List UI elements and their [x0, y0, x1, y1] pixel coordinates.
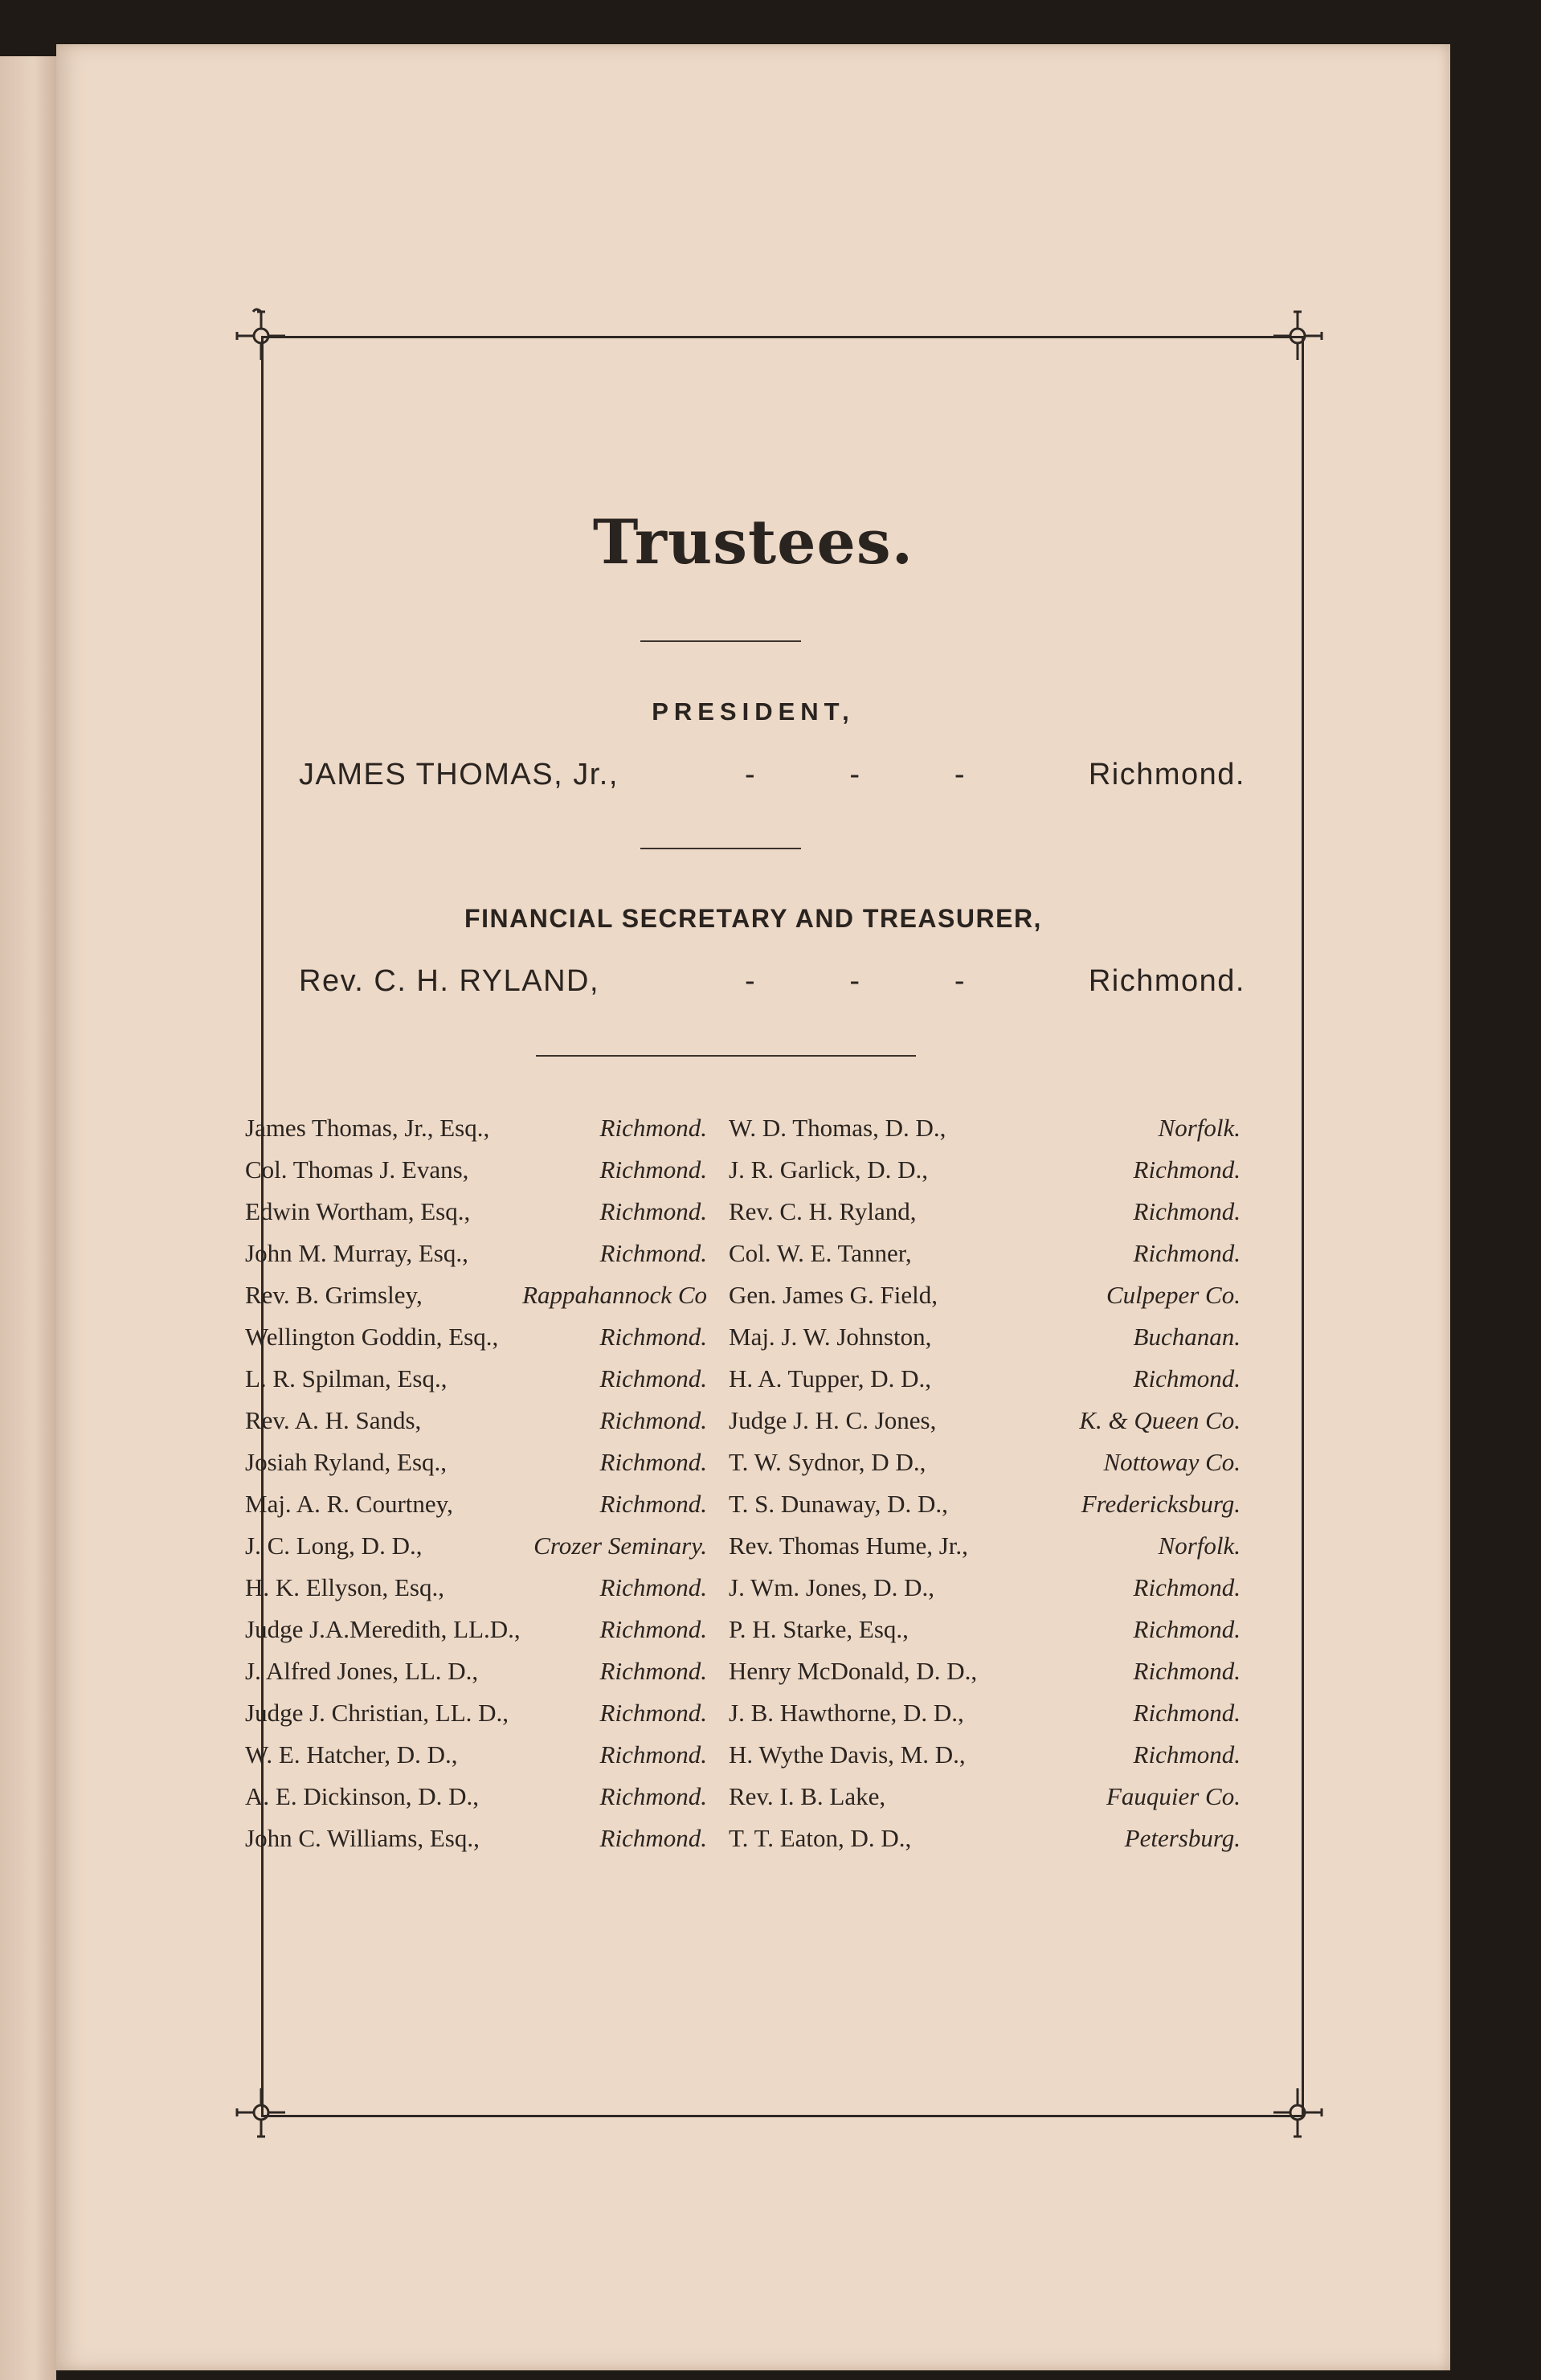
trustee-name: Rev. Thomas Hume, Jr., — [729, 1531, 968, 1560]
trustee-place: Crozer Seminary. — [533, 1531, 707, 1560]
trustee-place: Richmond. — [599, 1239, 707, 1267]
dash: - — [849, 758, 861, 791]
trustee-place: Richmond. — [1133, 1197, 1241, 1225]
trustee-row — [729, 1734, 1241, 1776]
trustee-row — [729, 1441, 1241, 1483]
trustee-place: Richmond. — [599, 1782, 707, 1810]
treasurer-heading: FINANCIAL SECRETARY AND TREASURER, — [464, 904, 1042, 933]
trustee-place: Fredericksburg. — [1081, 1490, 1241, 1518]
trustee-row — [245, 1609, 707, 1650]
trustee-name: H. K. Ellyson, Esq., — [245, 1573, 444, 1601]
trustee-place: Norfolk. — [1158, 1114, 1241, 1142]
trustee-name: L. R. Spilman, Esq., — [245, 1364, 448, 1392]
trustee-row — [245, 1400, 707, 1441]
treasurer-name: Rev. C. H. RYLAND, — [299, 964, 600, 998]
trustee-name: Edwin Wortham, Esq., — [245, 1197, 471, 1225]
trustee-place: K. & Queen Co. — [1079, 1406, 1241, 1434]
trustee-name: A. E. Dickinson, D. D., — [245, 1782, 480, 1810]
trustee-row — [245, 1483, 707, 1525]
trustee-row — [245, 1316, 707, 1358]
trustee-name: Wellington Goddin, Esq., — [245, 1323, 499, 1351]
president-heading: PRESIDENT, — [652, 697, 855, 726]
trustee-place: Richmond. — [599, 1740, 707, 1769]
trustee-row — [729, 1316, 1241, 1358]
dash: - — [745, 758, 757, 791]
treasurer-place: Richmond. — [1088, 964, 1245, 998]
trustee-name: Judge J. H. C. Jones, — [729, 1406, 937, 1434]
trustee-place: Richmond. — [1133, 1699, 1241, 1727]
trustee-row — [729, 1525, 1241, 1567]
treasurer-line — [299, 964, 1245, 999]
trustee-place: Richmond. — [1133, 1573, 1241, 1601]
trustee-row — [245, 1191, 707, 1233]
trustee-row — [729, 1650, 1241, 1692]
trustee-place: Richmond. — [599, 1114, 707, 1142]
trustee-name: John C. Williams, Esq., — [245, 1824, 480, 1852]
trustee-name: Rev. B. Grimsley, — [245, 1281, 423, 1309]
trustee-name: T. W. Sydnor, D D., — [729, 1448, 926, 1476]
trustee-row — [729, 1692, 1241, 1734]
president-place: Richmond. — [1088, 758, 1245, 791]
trustee-row — [729, 1400, 1241, 1441]
dash: - — [849, 964, 861, 998]
trustee-row — [729, 1358, 1241, 1400]
trustee-row — [729, 1567, 1241, 1609]
facing-page-edge — [0, 56, 56, 2380]
trustee-place: Richmond. — [599, 1448, 707, 1476]
trustee-place: Richmond. — [599, 1155, 707, 1184]
trustee-name: Gen. James G. Field, — [729, 1281, 938, 1309]
trustee-row — [245, 1441, 707, 1483]
trustees-right-column — [729, 1107, 1241, 1859]
trustee-place: Richmond. — [599, 1364, 707, 1392]
divider — [640, 848, 801, 849]
trustee-row — [729, 1191, 1241, 1233]
trustee-row — [729, 1776, 1241, 1818]
trustee-row — [729, 1149, 1241, 1191]
corner-ornament-icon — [229, 304, 293, 368]
trustee-name: Rev. I. B. Lake, — [729, 1782, 886, 1810]
trustee-place: Richmond. — [1133, 1155, 1241, 1184]
dash: - — [954, 964, 966, 998]
corner-ornament-icon — [229, 2080, 293, 2145]
trustee-name: Judge J.A.Meredith, LL.D., — [245, 1615, 521, 1643]
trustee-row — [245, 1233, 707, 1274]
trustee-row — [245, 1734, 707, 1776]
trustee-place: Nottoway Co. — [1103, 1448, 1241, 1476]
trustee-place: Richmond. — [599, 1573, 707, 1601]
trustee-place: Richmond. — [1133, 1740, 1241, 1769]
trustee-row — [729, 1818, 1241, 1859]
trustee-place: Richmond. — [1133, 1364, 1241, 1392]
trustee-name: H. A. Tupper, D. D., — [729, 1364, 931, 1392]
trustee-place: Richmond. — [599, 1490, 707, 1518]
corner-ornament-icon — [1265, 2080, 1330, 2145]
trustee-row — [729, 1233, 1241, 1274]
trustee-row — [245, 1525, 707, 1567]
trustee-name: James Thomas, Jr., Esq., — [245, 1114, 490, 1142]
trustee-name: T. T. Eaton, D. D., — [729, 1824, 912, 1852]
trustee-row — [245, 1776, 707, 1818]
trustee-row — [245, 1567, 707, 1609]
trustee-place: Richmond. — [599, 1657, 707, 1685]
dash: - — [954, 758, 966, 791]
trustee-name: Maj. J. W. Johnston, — [729, 1323, 932, 1351]
trustee-name: W. E. Hatcher, D. D., — [245, 1740, 458, 1769]
trustee-row — [245, 1358, 707, 1400]
trustee-place: Fauquier Co. — [1106, 1782, 1241, 1810]
corner-ornament-icon — [1265, 304, 1330, 368]
trustee-place: Richmond. — [599, 1615, 707, 1643]
trustee-row — [729, 1483, 1241, 1525]
trustee-row — [245, 1274, 707, 1316]
trustee-name: P. H. Starke, Esq., — [729, 1615, 909, 1643]
trustee-name: Rev. A. H. Sands, — [245, 1406, 422, 1434]
trustee-name: T. S. Dunaway, D. D., — [729, 1490, 948, 1518]
trustee-place: Richmond. — [599, 1406, 707, 1434]
trustee-place: Buchanan. — [1133, 1323, 1241, 1351]
trustee-place: Richmond. — [599, 1824, 707, 1852]
trustee-name: W. D. Thomas, D. D., — [729, 1114, 946, 1142]
trustee-row — [729, 1609, 1241, 1650]
trustee-place: Richmond. — [599, 1323, 707, 1351]
trustee-name: John M. Murray, Esq., — [245, 1239, 468, 1267]
trustee-row — [245, 1692, 707, 1734]
trustee-place: Richmond. — [1133, 1615, 1241, 1643]
trustee-name: Rev. C. H. Ryland, — [729, 1197, 917, 1225]
trustee-place: Norfolk. — [1158, 1531, 1241, 1560]
trustee-place: Richmond. — [1133, 1239, 1241, 1267]
trustee-name: J. Wm. Jones, D. D., — [729, 1573, 935, 1601]
divider — [640, 640, 801, 642]
trustee-name: Maj. A. R. Courtney, — [245, 1490, 453, 1518]
dash: - — [745, 964, 757, 998]
page-title: Trustees. — [592, 506, 914, 578]
trustee-place: Richmond. — [599, 1197, 707, 1225]
trustee-row — [245, 1650, 707, 1692]
trustee-row — [245, 1149, 707, 1191]
trustee-row — [729, 1107, 1241, 1149]
trustees-left-column — [245, 1107, 707, 1859]
trustee-name: Josiah Ryland, Esq., — [245, 1448, 448, 1476]
president-name: JAMES THOMAS, Jr., — [299, 758, 619, 791]
trustee-place: Petersburg. — [1124, 1824, 1241, 1852]
trustee-name: Col. W. E. Tanner, — [729, 1239, 912, 1267]
trustee-place: Culpeper Co. — [1106, 1281, 1241, 1309]
president-line — [299, 758, 1245, 792]
trustee-name: H. Wythe Davis, M. D., — [729, 1740, 966, 1769]
trustee-name: Col. Thomas J. Evans, — [245, 1155, 469, 1184]
divider — [536, 1055, 916, 1057]
trustee-name: J. C. Long, D. D., — [245, 1531, 423, 1560]
trustee-name: J. B. Hawthorne, D. D., — [729, 1699, 964, 1727]
trustee-place: Rappahannock Co — [522, 1281, 707, 1309]
trustee-row — [729, 1274, 1241, 1316]
trustee-place: Richmond. — [1133, 1657, 1241, 1685]
trustee-place: Richmond. — [599, 1699, 707, 1727]
book-page — [56, 44, 1450, 2370]
trustee-row — [245, 1107, 707, 1149]
trustee-name: Judge J. Christian, LL. D., — [245, 1699, 509, 1727]
trustee-name: J. Alfred Jones, LL. D., — [245, 1657, 479, 1685]
trustee-name: J. R. Garlick, D. D., — [729, 1155, 928, 1184]
trustee-name: Henry McDonald, D. D., — [729, 1657, 978, 1685]
trustee-row — [245, 1818, 707, 1859]
